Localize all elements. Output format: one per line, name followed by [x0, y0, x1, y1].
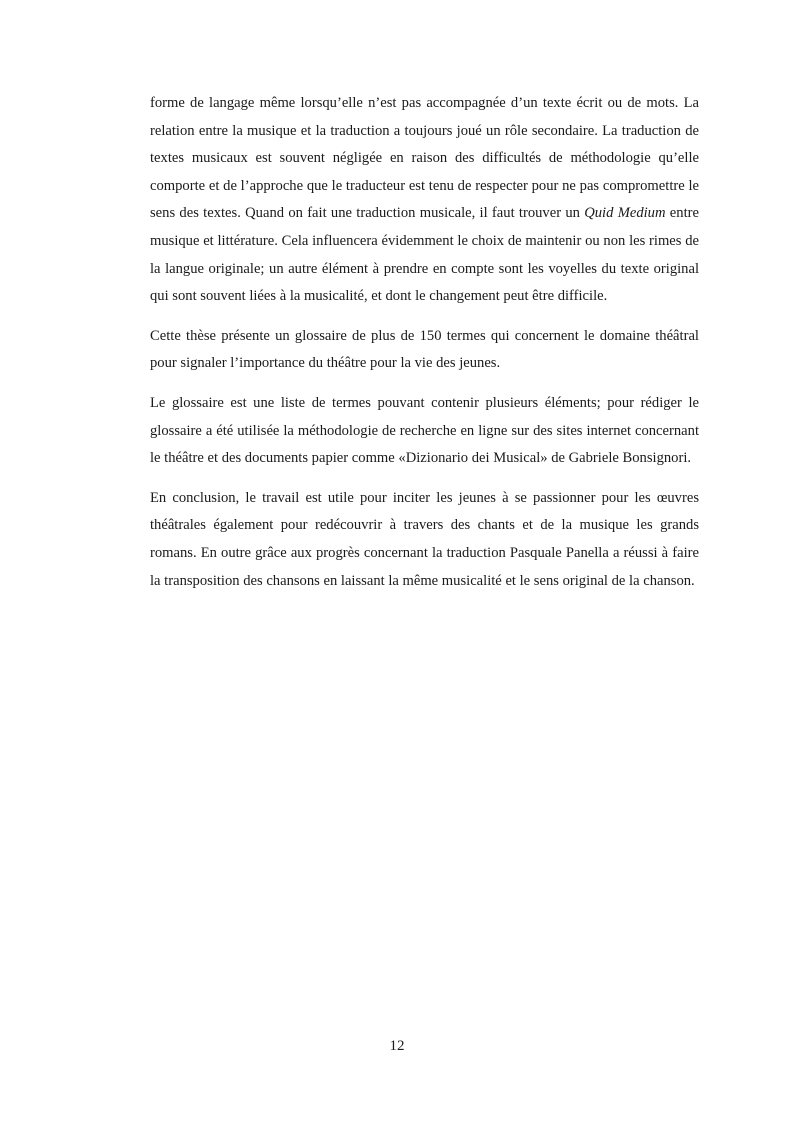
paragraph-3: Le glossaire est une liste de termes pouvant contenir plusieurs éléments; pour rédiger le glossaire a été utilisée la méthodologie de recherche en ligne sur des sites internet concernant le théâtre et des documents papier comme «Dizionario dei Musical» de Gabriele Bonsignori. — [150, 394, 699, 467]
paragraph-1-emphasis: Quid Medium — [584, 205, 666, 222]
paragraph-4: En conclusion, le travail est utile pour inciter les jeunes à se passionner pour les œuvres théâtrales également pour redécouvrir à travers des chants et de la musique les grands romans. En outre grâce aux progrès concernant la traduction Pasquale Panella a réussi à faire la transposition des chansons en laissant la même musicalité et le sens original de la chanson. — [150, 489, 699, 589]
body-text — [150, 90, 699, 607]
paragraph-2: Cette thèse présente un glossaire de plus de 150 termes qui concernent le domaine théâtral pour signaler l’importance du théâtre pour la vie des jeunes. — [150, 327, 699, 372]
paragraph-1-text-start: forme de langage même lorsqu’elle n’est pas accompagnée d’un texte écrit ou de mots. La relation entre la musique et la traduction a toujours joué un rôle secondaire. La traduction de textes musicaux est souvent négligée en raison des difficultés de méthodologie qu’elle comporte et de l’approche que le traducteur est tenu de respecter pour ne pas compromettre le sens des textes. Quand on fait une traduction musicale, il faut trouver un — [150, 95, 699, 222]
paragraph-1-text-end: entre musique et littérature. Cela influencera évidemment le choix de maintenir ou non les rimes de la langue originale; un autre élément à prendre en compte sont les voyelles du texte original qui sont souvent liées à la musicalité, et dont le changement peut être difficile. — [150, 205, 699, 305]
page-number: 12 — [389, 1038, 405, 1054]
paragraph-1 — [150, 90, 699, 311]
